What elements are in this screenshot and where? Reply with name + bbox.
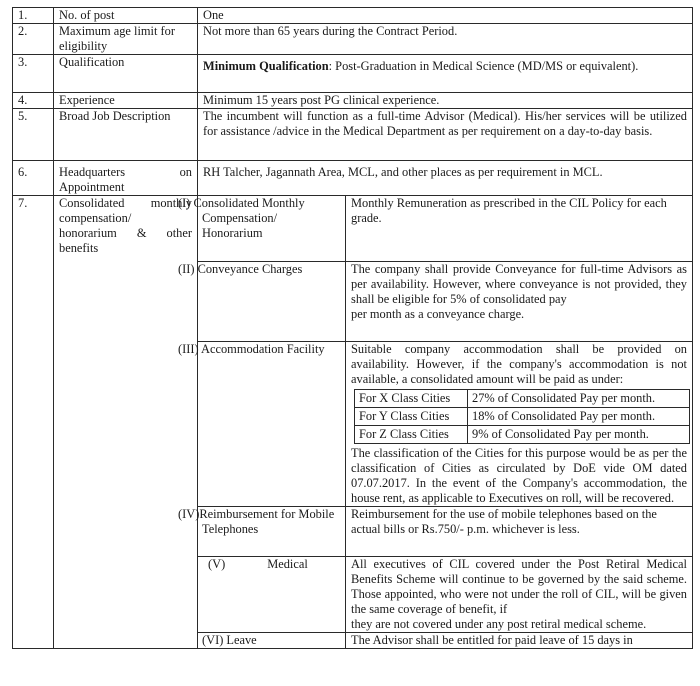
row-label: No. of post (54, 8, 198, 24)
city-rate: 9% of Consolidated Pay per month. (468, 425, 690, 443)
benefit-label: (II) Conveyance Charges (198, 261, 346, 341)
row-number: 1. (13, 8, 54, 24)
row-value: The incumbent will function as a full-time Advisor (Medical). His/her services will be utilized for assistance /advice in the Medical Department as per requirement on a day-to-day basis. (198, 109, 693, 161)
benefit-paragraph: The classification of the Cities for this purpose would be as per the classification of Cities as circulated by DoE vide OM dated 07.07.2017. In the event of the Company's accommodation, the house rent, as applicable to Executives on roll, will be recovered. (351, 445, 687, 505)
row-number: 6. (13, 161, 54, 196)
table-row (13, 55, 693, 93)
row-label: Experience (54, 93, 198, 109)
benefit-label: (IV)Reimbursement for Mobile Telephones (198, 506, 346, 556)
benefit-text: The Advisor shall be entitled for paid leave of 15 days in (346, 632, 693, 648)
table-row (13, 93, 693, 109)
benefit-label (198, 556, 346, 632)
row-label-line: Appointment (59, 180, 125, 194)
row-value: Not more than 65 years during the Contract Period. (198, 24, 693, 55)
benefit-row (198, 261, 692, 341)
benefit-text (346, 556, 693, 632)
city-class: For Y Class Cities (355, 407, 468, 425)
table-row (13, 8, 693, 24)
row-label: Maximum age limit for eligibility (54, 24, 198, 55)
benefit-text: Monthly Remuneration as prescribed in the CIL Policy for each grade. (346, 196, 693, 261)
city-class: For X Class Cities (355, 389, 468, 407)
benefits-table (178, 196, 692, 648)
benefit-row (198, 632, 692, 648)
city-rate-row (355, 389, 690, 407)
table-row (13, 196, 693, 649)
row-label (54, 161, 198, 196)
benefit-label: (III) Accommodation Facility (198, 341, 346, 506)
row-number: 7. (13, 196, 54, 649)
row-number: 5. (13, 109, 54, 161)
row-value: Minimum 15 years post PG clinical experience. (198, 93, 693, 109)
benefit-row (198, 341, 692, 506)
benefit-text: Reimbursement for the use of mobile telephones based on the actual bills or Rs.750/- p.m. whichever is less. (346, 506, 693, 556)
benefit-paragraph: The company shall provide Conveyance for full-time Advisors as per availability. However, where conveyance is not provided, they shall be eligible for 5% of consolidated pay (351, 261, 687, 306)
city-rate: 18% of Consolidated Pay per month. (468, 407, 690, 425)
city-rates-table (354, 389, 690, 444)
benefit-text (346, 341, 693, 506)
row-label-line: Headquarters on (59, 165, 192, 179)
row-value (198, 55, 693, 93)
benefit-paragraph: they are not covered under any post retiral medical scheme. (351, 616, 647, 631)
row-value: One (198, 8, 693, 24)
table-row (13, 161, 693, 196)
row-label: Consolidated monthly compensation/ honorarium & other benefits (54, 196, 198, 649)
table-row (13, 109, 693, 161)
benefit-label-number: (V) (208, 556, 226, 571)
benefit-row (198, 506, 692, 556)
row-value: RH Talcher, Jagannath Area, MCL, and other places as per requirement in MCL. (198, 161, 693, 196)
city-rate-row (355, 407, 690, 425)
city-class: For Z Class Cities (355, 425, 468, 443)
benefit-label: (VI) Leave (198, 632, 346, 648)
row-label: Broad Job Description (54, 109, 198, 161)
city-rate: 27% of Consolidated Pay per month. (468, 389, 690, 407)
benefit-label: (I) Consolidated Monthly Compensation/ Honorarium (198, 196, 346, 261)
qualification-heading: Minimum Qualification (203, 59, 329, 73)
benefit-row (198, 196, 692, 261)
benefits-cell (178, 196, 693, 649)
row-number: 2. (13, 24, 54, 55)
row-number: 3. (13, 55, 54, 93)
qualification-text: : Post-Graduation in Medical Science (MD/MS or equivalent). (328, 59, 639, 73)
city-rate-row (355, 425, 690, 443)
benefit-row (198, 556, 692, 632)
benefit-text (346, 261, 693, 341)
table-row (13, 24, 693, 55)
job-details-table (12, 7, 693, 649)
benefit-label-name: Medical (267, 556, 308, 571)
benefit-paragraph: All executives of CIL covered under the Post Retiral Medical Benefits Scheme will continue to be governed by the said scheme. Those appointed, who were not under the roll of CIL, will be given the same coverage of benefit, if (351, 556, 687, 616)
benefit-paragraph: Suitable company accommodation shall be provided on availability. However, if the company's accommodation is not available, a consolidated amount will be paid as under: (351, 341, 687, 386)
row-label: Qualification (54, 55, 198, 93)
row-number: 4. (13, 93, 54, 109)
benefit-paragraph: per month as a conveyance charge. (351, 306, 525, 321)
